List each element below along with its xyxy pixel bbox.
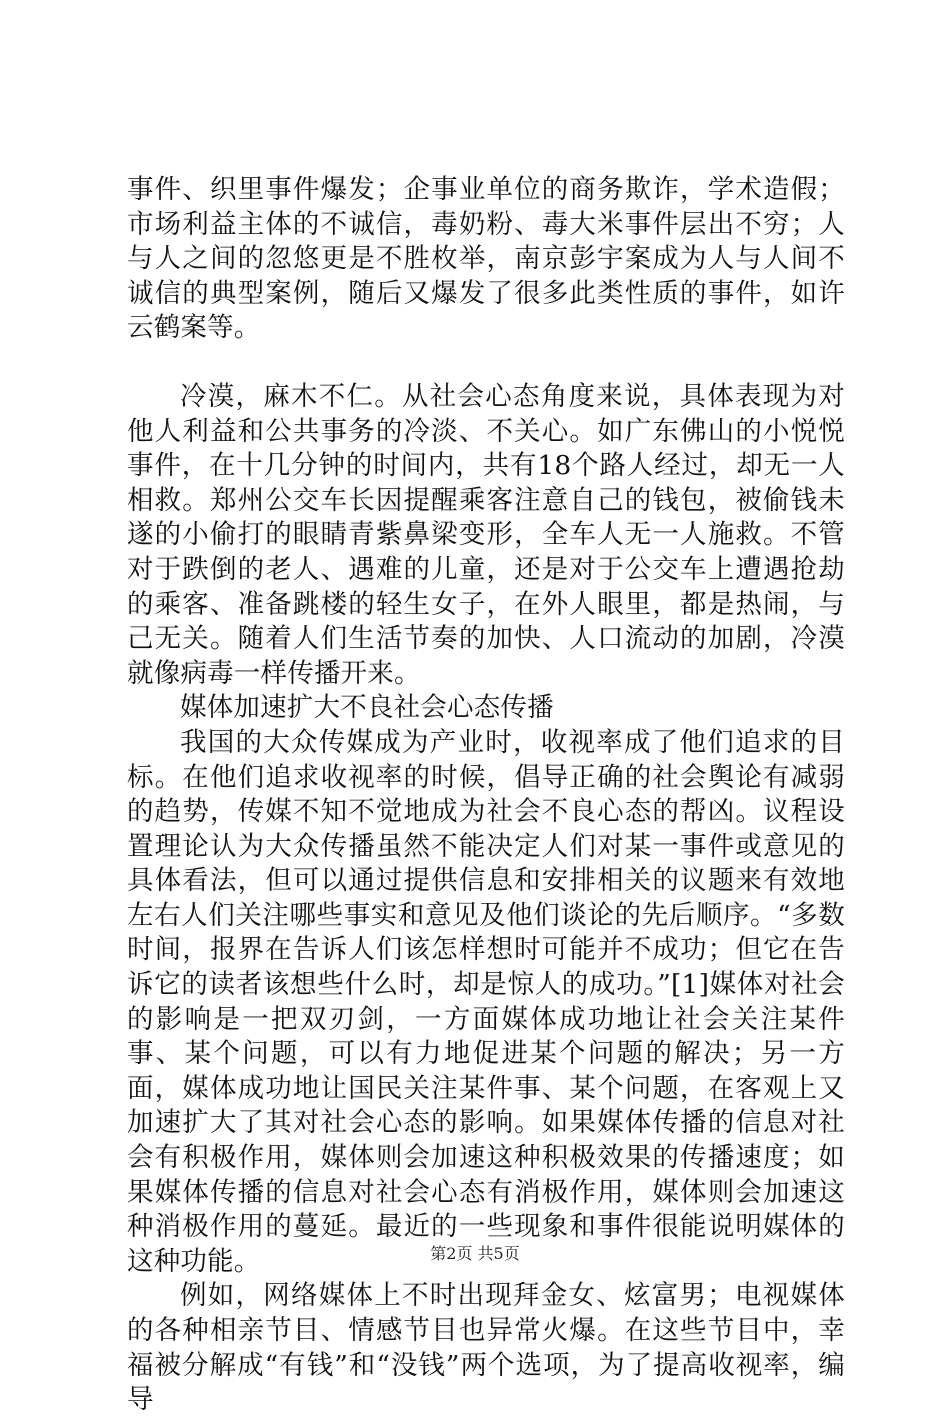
- document-body: [127, 173, 845, 1418]
- paragraph-continuation: 事件、织里事件爆发；企事业单位的商务欺诈，学术造假；市场利益主体的不诚信，毒奶粉、毒大米事件层出不穷；人与人之间的忽悠更是不胜枚举，南京彭宇案成为人与人间不诚信的典型案例，随后又爆发了很多此类性质的事件，如许云鹤案等。: [127, 174, 845, 344]
- paragraph-apathy: 冷漠，麻木不仁。从社会心态角度来说，具体表现为对他人利益和公共事务的冷淡、不关心。如广东佛山的小悦悦事件，在十几分钟的时间内，共有18个路人经过，却无一人相救。郑州公交车长因提醒乘客注意自己的钱包，被偷钱未遂的小偷打的眼睛青紫鼻梁变形，全车人无一人施救。不管对于跌倒的老人、遇难的儿童，还是对于公交车上遭遇抢劫的乘客、准备跳楼的轻生女子，在外人眼里，都是热闹，与己无关。随着人们生活节奏的加快、人口流动的加剧，冷漠就像病毒一样传播开来。: [127, 380, 845, 689]
- paragraph-example: 例如，网络媒体上不时出现拜金女、炫富男；电视媒体的各种相亲节目、情感节目也异常火爆。在这些节目中，幸福被分解成“有钱”和“没钱”两个选项，为了提高收视率，编导: [127, 1280, 845, 1416]
- section-heading: 媒体加速扩大不良社会心态传播: [180, 692, 554, 724]
- paragraph-media: 我国的大众传媒成为产业时，收视率成了他们追求的目标。在他们追求收视率的时候，倡导正确的社会舆论有减弱的趋势，传媒不知不觉地成为社会不良心态的帮凶。议程设置理论认为大众传播虽然不能决定人们对某一事件或意见的具体看法，但可以通过提供信息和安排相关的议题来有效地左右人们关注哪些事实和意见及他们谈论的先后顺序。“多数时间，报界在告诉人们该怎样想时可能并不成功；但它在告诉它的读者该想些什么时，却是惊人的成功。”[1]媒体对社会的影响是一把双刃剑，一方面媒体成功地让社会关注某件事、某个问题，可以有力地促进某个问题的解决；另一方面，媒体成功地让国民关注某件事、某个问题，在客观上又加速扩大了其对社会心态的影响。如果媒体传播的信息对社会有积极作用，媒体则会加速这种积极效果的传播速度；如果媒体传播的信息对社会心态有消极作用，媒体则会加速这种消极作用的蔓延。最近的一些现象和事件很能说明媒体的这种功能。: [127, 726, 845, 1277]
- page-number-footer: 第2页 共5页: [430, 1244, 520, 1263]
